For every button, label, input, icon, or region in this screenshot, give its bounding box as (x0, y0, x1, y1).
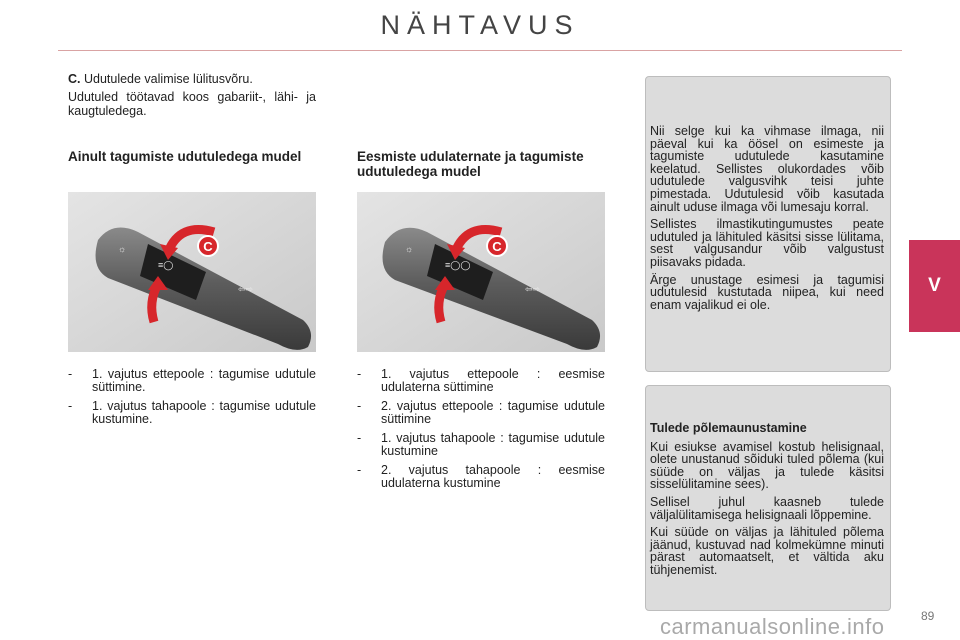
light-symbol: ☼ (405, 244, 414, 254)
intro-label-text: Udutulede valimise lülitusvõru. (80, 72, 253, 86)
list-dash: - (68, 367, 73, 381)
list-item (357, 432, 605, 457)
list-item (357, 400, 605, 425)
list-item-text: 1. vajutus ettepoole : eesmise udulaterna süttimine (381, 367, 605, 394)
left-column-heading: Ainult tagumiste udutuledega mudel (68, 149, 302, 164)
watermark: carmanualsonline.info (660, 614, 885, 639)
callout-c-letter: C (492, 239, 502, 254)
list-dash: - (357, 463, 362, 477)
callout-c-letter: C (203, 239, 213, 254)
middle-instruction-list (357, 368, 605, 496)
intro-section (68, 72, 316, 122)
info-paragraph: Sellisel juhul kaasneb tulede väljalülitamisega helisignaali lõppemine. (650, 494, 884, 522)
beam-symbol: ⇦⇨ (525, 284, 541, 294)
list-item-text: 2. vajutus tahapoole : eesmise udulaterna kustumine (381, 463, 605, 490)
intro-label: C. (68, 72, 81, 86)
list-dash: - (357, 367, 362, 381)
info-paragraph: Kui süüde on väljas ja lähituled põlema jäänud, kustuvad nad kolmekümne minuti pärast automaatselt, et vältida aku tühjenemist. (650, 525, 884, 577)
foglight-symbol: ≡◯ (158, 260, 174, 270)
list-item (357, 368, 605, 393)
page-number: 89 (921, 609, 935, 623)
intro-text: Udutuled töötavad koos gabariit-, lähi- ja kaugtuledega. (68, 90, 316, 118)
info-paragraph: Kui esiukse avamisel kostub helisignaal, olete unustanud sõiduki tuled põlema (kui süüde on väljas ja tulede käsitsi sisselülitamine sees). (650, 439, 884, 492)
list-item-text: 1. vajutus ettepoole : tagumise udutule süttimine. (92, 367, 316, 394)
list-item-text: 1. vajutus tahapoole : tagumise udutule kustumine. (92, 399, 316, 426)
note-paragraph: Ärge unustage esimesi ja tagumisi udutulesid kustutada niipea, kui need enam vajalikud ei ole. (650, 272, 884, 312)
warning-note-box (645, 76, 891, 372)
stalk-photo-rear-only (68, 192, 316, 352)
list-item (357, 464, 605, 489)
page-title: NÄHTAVUS (380, 10, 580, 40)
list-dash: - (357, 399, 362, 413)
list-item (68, 368, 316, 393)
chapter-tab: V (909, 240, 960, 332)
left-instruction-list (68, 368, 316, 432)
list-item-text: 1. vajutus tahapoole : tagumise udutule kustumine (381, 431, 605, 458)
foglight-symbol: ≡◯◯ (445, 260, 471, 270)
note-paragraph: Sellistes ilmastikutingumustes peate udutuled ja lähituled käsitsi sisse lülitama, sest valgusandur võib valgustust piisavaks pidada. (650, 217, 884, 269)
intro-caption (68, 72, 316, 86)
light-symbol: ☼ (118, 244, 127, 254)
list-item-text: 2. vajutus ettepoole : tagumise udutule süttimine (381, 399, 605, 426)
middle-column-heading: Eesmiste udulaternate ja tagumiste udutuledega mudel (357, 149, 584, 179)
note-paragraph: Nii selge kui ka vihmase ilmaga, nii päeval kui ka öösel on esimeste ja tagumiste udutulede kasutamine keelatud. Sellistes olukordades võib udutulede valgusvihk teisi juhte pimestada. Udutulesid võib kasutada ainult uduse ilmaga või lumesaju korral. (650, 124, 884, 214)
info-box-heading: Tulede põlemaunustamine (650, 421, 807, 435)
list-dash: - (68, 399, 73, 413)
stalk-photo-front-and-rear (357, 192, 605, 352)
title-divider (58, 50, 902, 51)
list-dash: - (357, 431, 362, 445)
list-item (68, 400, 316, 425)
lights-on-reminder-box (645, 385, 891, 611)
beam-symbol: ⇦⇨ (238, 284, 254, 294)
